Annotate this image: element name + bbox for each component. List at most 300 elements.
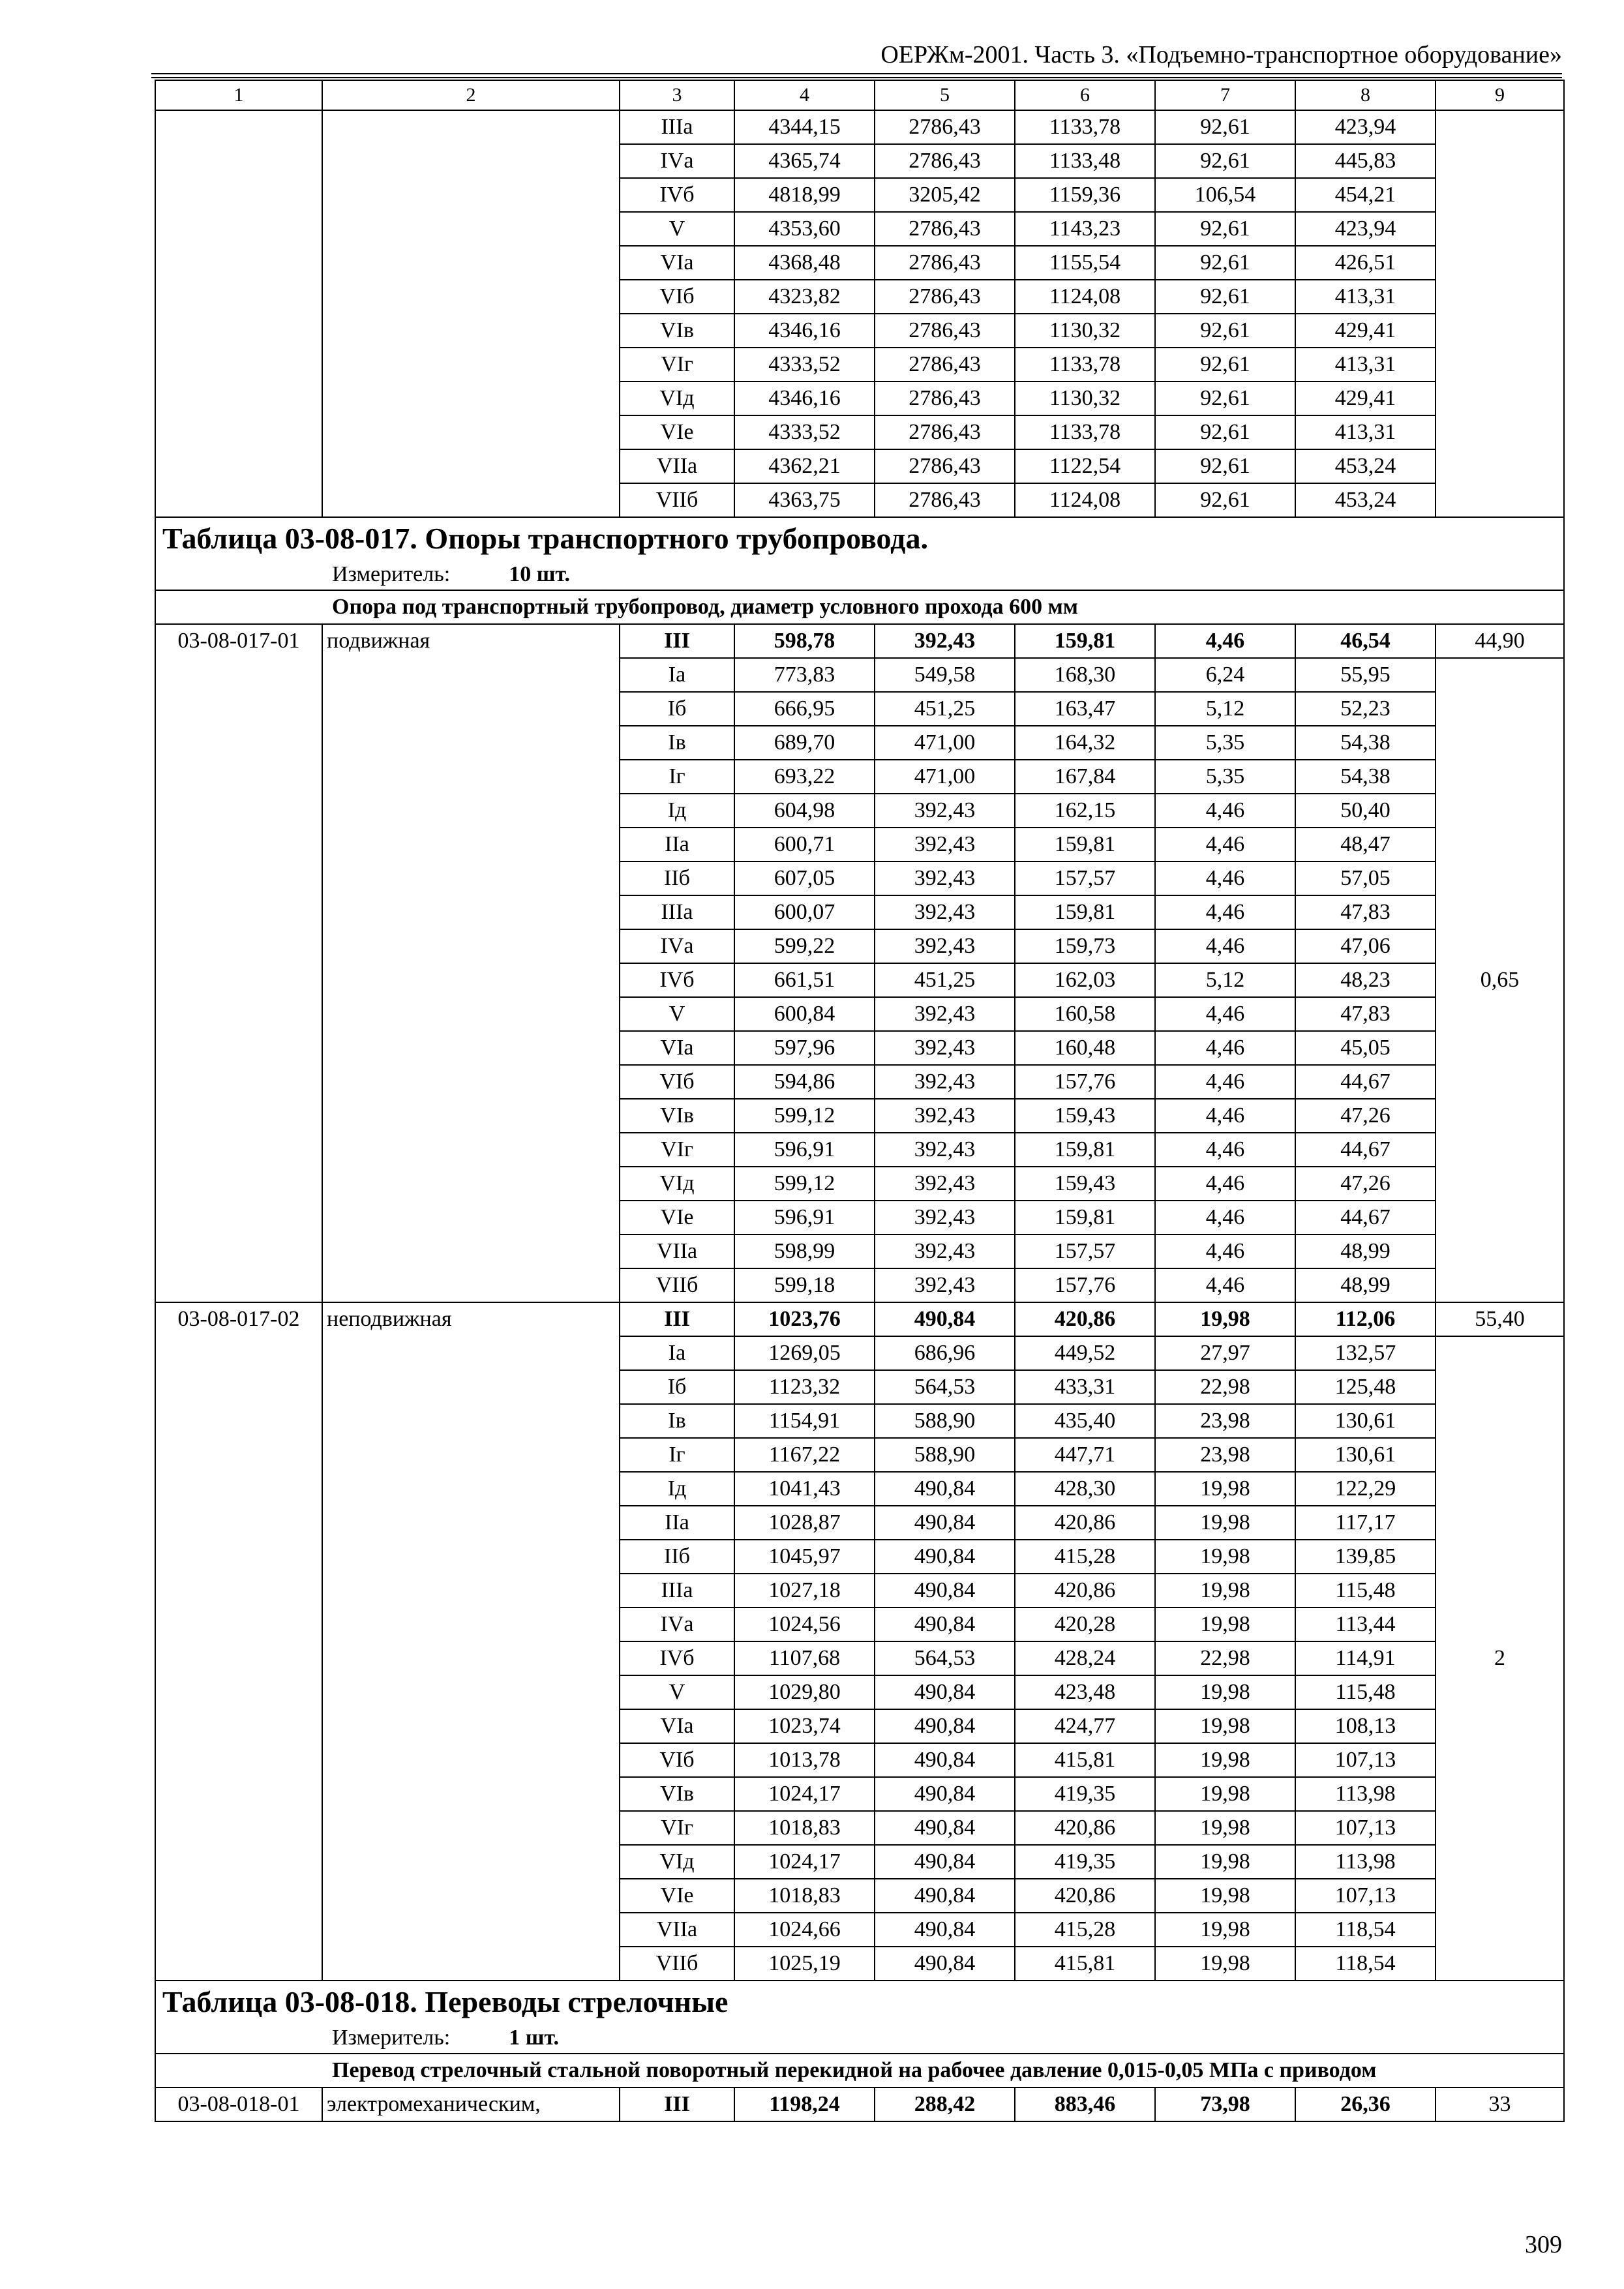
rates-table-body [155, 80, 1564, 2121]
column-3-cell: VIб [620, 1065, 734, 1099]
column-6-cell: 415,28 [1015, 1540, 1155, 1574]
column-4-cell: 604,98 [734, 794, 875, 828]
column-7-cell: 4,46 [1155, 1065, 1295, 1099]
column-7-cell: 19,98 [1155, 1540, 1295, 1574]
column-5-cell: 392,43 [875, 929, 1015, 963]
column-5-cell: 2786,43 [875, 212, 1015, 246]
column-7-cell: 5,35 [1155, 726, 1295, 760]
column-5-cell: 392,43 [875, 895, 1015, 929]
column-8-cell: 107,13 [1295, 1879, 1436, 1913]
column-5-cell: 288,42 [875, 2087, 1015, 2121]
unit-row [155, 2023, 1564, 2054]
column-6-cell: 159,81 [1015, 624, 1155, 658]
column-8-cell: 454,21 [1295, 178, 1436, 212]
column-7-cell: 4,46 [1155, 794, 1295, 828]
column-3-cell: VIв [620, 1099, 734, 1133]
column-6-cell: 157,57 [1015, 861, 1155, 895]
column-number-cell: 3 [620, 80, 734, 110]
column-7-cell: 92,61 [1155, 348, 1295, 382]
column-4-cell: 598,78 [734, 624, 875, 658]
column-4-cell: 4818,99 [734, 178, 875, 212]
column-7-cell: 4,46 [1155, 895, 1295, 929]
rate-name-cell: электромеханическим, [322, 2087, 620, 2121]
column-5-cell: 490,84 [875, 1574, 1015, 1608]
column-7-cell: 4,46 [1155, 828, 1295, 861]
column-6-cell: 157,76 [1015, 1065, 1155, 1099]
column-3-cell: VIIа [620, 449, 734, 483]
column-6-cell: 1133,48 [1015, 144, 1155, 178]
subheading-row [155, 590, 1564, 624]
column-7-cell: 92,61 [1155, 449, 1295, 483]
column-8-cell: 453,24 [1295, 449, 1436, 483]
column-4-cell: 597,96 [734, 1031, 875, 1065]
column-3-cell: VIд [620, 382, 734, 415]
column-5-cell: 471,00 [875, 726, 1015, 760]
column-5-cell: 2786,43 [875, 246, 1015, 280]
column-5-cell: 490,84 [875, 1777, 1015, 1811]
column-7-cell: 92,61 [1155, 280, 1295, 314]
column-5-cell: 2786,43 [875, 382, 1015, 415]
column-7-cell: 6,24 [1155, 658, 1295, 692]
column-7-cell: 19,98 [1155, 1743, 1295, 1777]
column-5-cell: 392,43 [875, 1031, 1015, 1065]
column-5-cell: 392,43 [875, 1234, 1015, 1268]
column-8-cell: 423,94 [1295, 110, 1436, 144]
column-7-cell: 92,61 [1155, 110, 1295, 144]
column-4-cell: 600,71 [734, 828, 875, 861]
column-4-cell: 1013,78 [734, 1743, 875, 1777]
column-8-cell: 54,38 [1295, 726, 1436, 760]
column-7-cell: 4,46 [1155, 1234, 1295, 1268]
column-3-cell: IIа [620, 828, 734, 861]
column-8-cell: 125,48 [1295, 1370, 1436, 1404]
column-6-cell: 1130,32 [1015, 314, 1155, 348]
column-7-cell: 19,98 [1155, 1777, 1295, 1811]
column-8-cell: 413,31 [1295, 280, 1436, 314]
column-7-cell: 19,98 [1155, 1675, 1295, 1709]
column-3-cell: VIг [620, 1811, 734, 1845]
column-5-cell: 392,43 [875, 861, 1015, 895]
column-5-cell: 490,84 [875, 1845, 1015, 1879]
column-4-cell: 1123,32 [734, 1370, 875, 1404]
column-7-cell: 19,98 [1155, 1947, 1295, 1981]
column-3-cell: VIа [620, 1031, 734, 1065]
column-5-cell: 490,84 [875, 1913, 1015, 1947]
column-6-cell: 163,47 [1015, 692, 1155, 726]
column-4-cell: 599,12 [734, 1099, 875, 1133]
column-4-cell: 1028,87 [734, 1506, 875, 1540]
column-4-cell: 1041,43 [734, 1472, 875, 1506]
column-5-cell: 2786,43 [875, 314, 1015, 348]
column-7-cell: 23,98 [1155, 1404, 1295, 1438]
column-7-cell: 22,98 [1155, 1370, 1295, 1404]
column-6-cell: 159,81 [1015, 1201, 1155, 1234]
column-5-cell: 490,84 [875, 1811, 1015, 1845]
column-number-cell: 9 [1436, 80, 1564, 110]
column-8-cell: 130,61 [1295, 1438, 1436, 1472]
column-4-cell: 666,95 [734, 692, 875, 726]
column-5-cell: 490,84 [875, 1709, 1015, 1743]
subheading: Опора под транспортный трубопровод, диаметр условного прохода 600 мм [155, 590, 1564, 624]
column-4-cell: 596,91 [734, 1201, 875, 1234]
column-5-cell: 3205,42 [875, 178, 1015, 212]
column-6-cell: 160,48 [1015, 1031, 1155, 1065]
column-7-cell: 4,46 [1155, 1031, 1295, 1065]
column-8-cell: 113,98 [1295, 1845, 1436, 1879]
column-8-cell: 117,17 [1295, 1506, 1436, 1540]
column-7-cell: 92,61 [1155, 314, 1295, 348]
column-3-cell: VIд [620, 1845, 734, 1879]
column-8-cell: 132,57 [1295, 1336, 1436, 1370]
column-3-cell: IIб [620, 1540, 734, 1574]
column-6-cell: 1124,08 [1015, 483, 1155, 517]
column-6-cell: 157,76 [1015, 1268, 1155, 1302]
column-5-cell: 2786,43 [875, 483, 1015, 517]
column-4-cell: 4323,82 [734, 280, 875, 314]
header-rule [151, 73, 1562, 74]
column-3-cell: VIд [620, 1167, 734, 1201]
column-5-cell: 2786,43 [875, 348, 1015, 382]
column-6-cell: 423,48 [1015, 1675, 1155, 1709]
column-5-cell: 564,53 [875, 1641, 1015, 1675]
column-6-cell: 1155,54 [1015, 246, 1155, 280]
column-7-cell: 92,61 [1155, 483, 1295, 517]
column-6-cell: 159,81 [1015, 895, 1155, 929]
column-5-cell: 490,84 [875, 1608, 1015, 1641]
column-5-cell: 392,43 [875, 1133, 1015, 1167]
column-8-cell: 55,95 [1295, 658, 1436, 692]
column-3-cell: IVб [620, 1641, 734, 1675]
column-8-cell: 108,13 [1295, 1709, 1436, 1743]
column-4-cell: 4344,15 [734, 110, 875, 144]
column-8-cell: 48,23 [1295, 963, 1436, 997]
column-8-cell: 44,67 [1295, 1065, 1436, 1099]
unit-label: Измеритель: [332, 2026, 451, 2050]
column-8-cell: 47,26 [1295, 1167, 1436, 1201]
column-3-cell: VIе [620, 415, 734, 449]
unit-cell [155, 2023, 1564, 2054]
column-8-cell: 26,36 [1295, 2087, 1436, 2121]
column-4-cell: 1024,17 [734, 1845, 875, 1879]
column-3-cell: Iг [620, 760, 734, 794]
column-number-cell: 8 [1295, 80, 1436, 110]
column-6-cell: 159,81 [1015, 828, 1155, 861]
column-6-cell: 415,81 [1015, 1743, 1155, 1777]
column-3-cell: V [620, 212, 734, 246]
column-8-cell: 139,85 [1295, 1540, 1436, 1574]
column-5-cell: 549,58 [875, 658, 1015, 692]
column-4-cell: 4363,75 [734, 483, 875, 517]
column-7-cell: 92,61 [1155, 144, 1295, 178]
column-8-cell: 54,38 [1295, 760, 1436, 794]
column-4-cell: 1167,22 [734, 1438, 875, 1472]
table-row [155, 1302, 1564, 1336]
column-number-cell: 6 [1015, 80, 1155, 110]
column-4-cell: 1018,83 [734, 1811, 875, 1845]
column-7-cell: 5,35 [1155, 760, 1295, 794]
column-5-cell: 490,84 [875, 1540, 1015, 1574]
column-5-cell: 2786,43 [875, 280, 1015, 314]
table-row [155, 624, 1564, 658]
table-title-row [155, 1981, 1564, 2023]
column-8-cell: 118,54 [1295, 1913, 1436, 1947]
column-7-cell: 92,61 [1155, 415, 1295, 449]
column-7-cell: 19,98 [1155, 1845, 1295, 1879]
column-6-cell: 1133,78 [1015, 348, 1155, 382]
unit-row [155, 560, 1564, 590]
column-6-cell: 433,31 [1015, 1370, 1155, 1404]
column-7-cell: 92,61 [1155, 246, 1295, 280]
column-7-cell: 4,46 [1155, 1099, 1295, 1133]
column-6-cell: 420,86 [1015, 1506, 1155, 1540]
column-8-cell: 426,51 [1295, 246, 1436, 280]
column-8-cell: 118,54 [1295, 1947, 1436, 1981]
rates-table [155, 80, 1565, 2122]
column-6-cell: 415,81 [1015, 1947, 1155, 1981]
column-4-cell: 773,83 [734, 658, 875, 692]
column-5-cell: 2786,43 [875, 449, 1015, 483]
column-7-cell: 19,98 [1155, 1811, 1295, 1845]
column-5-cell: 490,84 [875, 1506, 1015, 1540]
column-3-cell: VIIб [620, 1947, 734, 1981]
rate-code-cell: 03-08-017-01 [155, 624, 322, 1302]
column-3-cell: Iд [620, 794, 734, 828]
column-9-cell: 44,90 [1436, 624, 1564, 658]
column-3-cell: Iа [620, 1336, 734, 1370]
column-3-cell: Iд [620, 1472, 734, 1506]
name-cell [322, 110, 620, 517]
column-6-cell: 435,40 [1015, 1404, 1155, 1438]
column-3-cell: Iв [620, 726, 734, 760]
column-7-cell: 19,98 [1155, 1472, 1295, 1506]
column-3-cell: VIIб [620, 1268, 734, 1302]
column-5-cell: 392,43 [875, 997, 1015, 1031]
column-3-cell: IVб [620, 178, 734, 212]
column-6-cell: 157,57 [1015, 1234, 1155, 1268]
column-8-cell: 122,29 [1295, 1472, 1436, 1506]
column-9-cell [1436, 110, 1564, 517]
column-5-cell: 392,43 [875, 828, 1015, 861]
column-4-cell: 689,70 [734, 726, 875, 760]
column-number-cell: 2 [322, 80, 620, 110]
column-8-cell: 50,40 [1295, 794, 1436, 828]
column-4-cell: 4368,48 [734, 246, 875, 280]
column-6-cell: 164,32 [1015, 726, 1155, 760]
column-3-cell: IIа [620, 1506, 734, 1540]
column-6-cell: 420,86 [1015, 1302, 1155, 1336]
column-6-cell: 419,35 [1015, 1777, 1155, 1811]
column-3-cell: VIб [620, 280, 734, 314]
subheading: Перевод стрелочный стальной поворотный перекидной на рабочее давление 0,015-0,05 МПа с приводом [155, 2054, 1564, 2087]
column-6-cell: 1133,78 [1015, 110, 1155, 144]
column-8-cell: 112,06 [1295, 1302, 1436, 1336]
column-3-cell: III [620, 624, 734, 658]
column-7-cell: 19,98 [1155, 1608, 1295, 1641]
column-number-cell: 4 [734, 80, 875, 110]
column-8-cell: 429,41 [1295, 382, 1436, 415]
column-8-cell: 113,98 [1295, 1777, 1436, 1811]
column-3-cell: IIб [620, 861, 734, 895]
column-3-cell: VIIб [620, 483, 734, 517]
column-5-cell: 686,96 [875, 1336, 1015, 1370]
column-9-cell: 0,65 [1436, 658, 1564, 1302]
column-3-cell: VIIа [620, 1913, 734, 1947]
running-header: ОЕРЖм-2001. Часть 3. «Подъемно-транспортное оборудование» [880, 41, 1562, 68]
column-6-cell: 162,03 [1015, 963, 1155, 997]
column-7-cell: 4,46 [1155, 1167, 1295, 1201]
column-7-cell: 106,54 [1155, 178, 1295, 212]
column-8-cell: 107,13 [1295, 1811, 1436, 1845]
column-4-cell: 1107,68 [734, 1641, 875, 1675]
column-7-cell: 19,98 [1155, 1302, 1295, 1336]
column-7-cell: 19,98 [1155, 1574, 1295, 1608]
column-4-cell: 1024,56 [734, 1608, 875, 1641]
code-cell [155, 110, 322, 517]
column-8-cell: 453,24 [1295, 483, 1436, 517]
column-7-cell: 22,98 [1155, 1641, 1295, 1675]
column-3-cell: IVа [620, 929, 734, 963]
column-8-cell: 413,31 [1295, 348, 1436, 382]
unit-value: 1 шт. [509, 2026, 560, 2050]
table-title: Таблица 03-08-017. Опоры транспортного трубопровода. [155, 517, 1564, 560]
column-5-cell: 392,43 [875, 1099, 1015, 1133]
column-7-cell: 5,12 [1155, 963, 1295, 997]
page-number: 309 [1525, 2231, 1562, 2258]
column-6-cell: 1159,36 [1015, 178, 1155, 212]
column-6-cell: 1133,78 [1015, 415, 1155, 449]
column-4-cell: 1029,80 [734, 1675, 875, 1709]
column-6-cell: 420,28 [1015, 1608, 1155, 1641]
column-4-cell: 599,22 [734, 929, 875, 963]
column-5-cell: 451,25 [875, 963, 1015, 997]
rate-code-cell: 03-08-018-01 [155, 2087, 322, 2121]
column-3-cell: VIIа [620, 1234, 734, 1268]
column-5-cell: 392,43 [875, 624, 1015, 658]
unit-value: 10 шт. [509, 562, 571, 586]
column-8-cell: 113,44 [1295, 1608, 1436, 1641]
column-8-cell: 47,26 [1295, 1099, 1436, 1133]
column-3-cell: V [620, 997, 734, 1031]
column-5-cell: 490,84 [875, 1675, 1015, 1709]
column-6-cell: 159,43 [1015, 1167, 1155, 1201]
column-6-cell: 428,24 [1015, 1641, 1155, 1675]
rate-name-cell: неподвижная [322, 1302, 620, 1981]
column-3-cell: IVа [620, 1608, 734, 1641]
column-3-cell: Iг [620, 1438, 734, 1472]
column-3-cell: VIб [620, 1743, 734, 1777]
column-3-cell: III [620, 1302, 734, 1336]
column-6-cell: 160,58 [1015, 997, 1155, 1031]
column-7-cell: 19,98 [1155, 1506, 1295, 1540]
column-3-cell: III [620, 2087, 734, 2121]
column-7-cell: 92,61 [1155, 212, 1295, 246]
column-6-cell: 1130,32 [1015, 382, 1155, 415]
column-4-cell: 1154,91 [734, 1404, 875, 1438]
column-8-cell: 44,67 [1295, 1133, 1436, 1167]
column-5-cell: 2786,43 [875, 415, 1015, 449]
column-4-cell: 598,99 [734, 1234, 875, 1268]
column-3-cell: Iб [620, 1370, 734, 1404]
column-4-cell: 607,05 [734, 861, 875, 895]
column-3-cell: VIв [620, 1777, 734, 1811]
column-4-cell: 1018,83 [734, 1879, 875, 1913]
column-8-cell: 47,83 [1295, 997, 1436, 1031]
column-8-cell: 114,91 [1295, 1641, 1436, 1675]
column-4-cell: 1023,74 [734, 1709, 875, 1743]
column-7-cell: 5,12 [1155, 692, 1295, 726]
column-8-cell: 413,31 [1295, 415, 1436, 449]
column-6-cell: 447,71 [1015, 1438, 1155, 1472]
column-5-cell: 564,53 [875, 1370, 1015, 1404]
unit-cell [155, 560, 1564, 590]
column-4-cell: 693,22 [734, 760, 875, 794]
column-3-cell: IVа [620, 144, 734, 178]
column-3-cell: VIв [620, 314, 734, 348]
column-8-cell: 130,61 [1295, 1404, 1436, 1438]
column-4-cell: 1024,17 [734, 1777, 875, 1811]
column-9-cell: 55,40 [1436, 1302, 1564, 1336]
column-6-cell: 159,73 [1015, 929, 1155, 963]
column-5-cell: 392,43 [875, 1201, 1015, 1234]
column-4-cell: 4333,52 [734, 348, 875, 382]
column-4-cell: 594,86 [734, 1065, 875, 1099]
table-row [155, 2087, 1564, 2121]
column-6-cell: 419,35 [1015, 1845, 1155, 1879]
column-6-cell: 428,30 [1015, 1472, 1155, 1506]
column-5-cell: 392,43 [875, 794, 1015, 828]
subheading-row [155, 2054, 1564, 2087]
column-8-cell: 44,67 [1295, 1201, 1436, 1234]
column-5-cell: 2786,43 [875, 144, 1015, 178]
column-4-cell: 599,12 [734, 1167, 875, 1201]
column-3-cell: VIг [620, 348, 734, 382]
column-4-cell: 4365,74 [734, 144, 875, 178]
header-rule [151, 77, 1562, 78]
column-6-cell: 420,86 [1015, 1879, 1155, 1913]
column-8-cell: 45,05 [1295, 1031, 1436, 1065]
column-8-cell: 429,41 [1295, 314, 1436, 348]
column-3-cell: VIа [620, 1709, 734, 1743]
column-8-cell: 48,99 [1295, 1234, 1436, 1268]
column-3-cell: IIIа [620, 110, 734, 144]
column-8-cell: 115,48 [1295, 1675, 1436, 1709]
column-4-cell: 1024,66 [734, 1913, 875, 1947]
column-4-cell: 596,91 [734, 1133, 875, 1167]
column-7-cell: 19,98 [1155, 1913, 1295, 1947]
column-4-cell: 4333,52 [734, 415, 875, 449]
column-8-cell: 48,47 [1295, 828, 1436, 861]
column-6-cell: 449,52 [1015, 1336, 1155, 1370]
column-4-cell: 4346,16 [734, 314, 875, 348]
column-8-cell: 57,05 [1295, 861, 1436, 895]
column-8-cell: 423,94 [1295, 212, 1436, 246]
column-4-cell: 1025,19 [734, 1947, 875, 1981]
column-number-cell: 1 [155, 80, 322, 110]
column-8-cell: 46,54 [1295, 624, 1436, 658]
column-6-cell: 420,86 [1015, 1574, 1155, 1608]
column-5-cell: 490,84 [875, 1743, 1015, 1777]
column-4-cell: 600,07 [734, 895, 875, 929]
column-3-cell: VIа [620, 246, 734, 280]
column-5-cell: 490,84 [875, 1472, 1015, 1506]
column-6-cell: 159,81 [1015, 1133, 1155, 1167]
table-title-row [155, 517, 1564, 560]
unit-label: Измеритель: [332, 562, 451, 586]
column-8-cell: 115,48 [1295, 1574, 1436, 1608]
column-5-cell: 471,00 [875, 760, 1015, 794]
column-6-cell: 162,15 [1015, 794, 1155, 828]
column-6-cell: 168,30 [1015, 658, 1155, 692]
